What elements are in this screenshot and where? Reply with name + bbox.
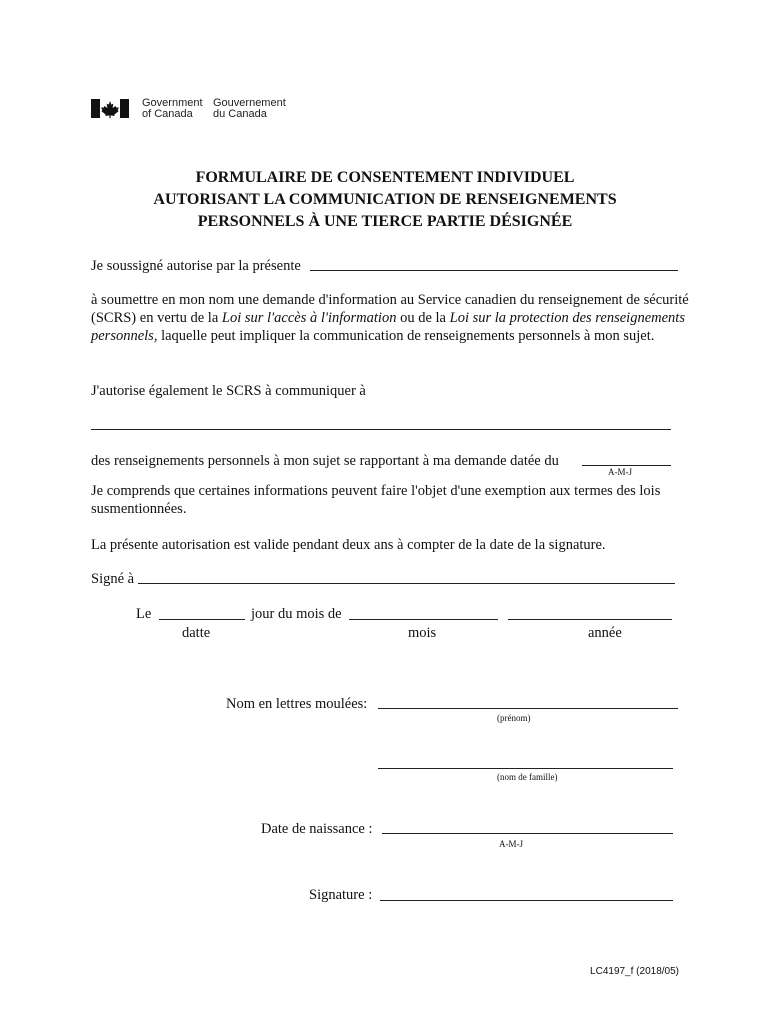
privacy-act: Loi sur la protection des renseignements personnels, — [91, 310, 685, 344]
first-name-caption: (prénom) — [497, 713, 531, 723]
request-paragraph-part2: ou de la — [396, 310, 450, 326]
government-fr-line2: du Canada — [213, 108, 267, 120]
government-fr-line1: Gouvernement — [213, 97, 286, 109]
also-authorize-label: J'autorise également le SCRS à communiquer à — [91, 383, 366, 399]
first-name-field[interactable] — [378, 708, 678, 709]
request-paragraph-part3: laquelle peut impliquer la communication de renseignements personnels à mon sujet. — [157, 328, 655, 344]
month-field[interactable] — [349, 619, 498, 620]
signature-label: Signature : — [309, 887, 373, 903]
request-dated-label: des renseignements personnels à mon sujet se rapportant à ma demande datée du — [91, 453, 559, 469]
request-paragraph-part1: à soumettre en mon nom une demande d'information au Service canadien du renseignement de sécurité (SCRS) en vertu de la — [91, 292, 689, 326]
birth-date-label: Date de naissance : — [261, 821, 373, 837]
signed-at-field[interactable] — [138, 583, 675, 584]
authorized-party-field[interactable] — [310, 270, 678, 271]
last-name-caption: (nom de famille) — [497, 772, 558, 782]
printed-name-label: Nom en lettres moulées: — [226, 696, 368, 712]
form-title-line3: PERSONNELS À UNE TIERCE PARTIE DÉSIGNÉE — [197, 213, 573, 230]
month-caption: mois — [408, 625, 437, 641]
last-name-field[interactable] — [378, 768, 673, 769]
third-party-field[interactable] — [91, 429, 671, 430]
government-en — [142, 98, 203, 120]
signature-field[interactable] — [380, 900, 673, 901]
request-date-format: A-M-J — [608, 467, 632, 477]
birth-date-format: A-M-J — [499, 839, 523, 849]
birth-date-field[interactable] — [382, 833, 673, 834]
form-title — [0, 167, 770, 233]
form-title-line1: FORMULAIRE DE CONSENTEMENT INDIVIDUEL — [195, 169, 575, 186]
request-paragraph — [91, 291, 691, 345]
request-date-field[interactable] — [582, 465, 671, 466]
day-of-month-label: jour du mois de — [251, 606, 342, 622]
authorize-label: Je soussigné autorise par la présente — [91, 258, 301, 274]
year-caption: année — [588, 625, 622, 641]
form-title-line2: AUTORISANT LA COMMUNICATION DE RENSEIGNEMENTS — [153, 191, 617, 208]
canada-flag-icon — [91, 99, 129, 118]
signed-at-label: Signé à — [91, 571, 135, 587]
government-en-line1: Government — [142, 97, 203, 109]
validity-text: La présente autorisation est valide pendant deux ans à compter de la date de la signature. — [91, 537, 606, 553]
day-caption: datte — [182, 625, 211, 641]
government-fr — [213, 98, 286, 120]
access-to-information-act: Loi sur l'accès à l'information — [221, 310, 397, 326]
government-en-line2: of Canada — [142, 108, 193, 120]
day-field[interactable] — [159, 619, 245, 620]
exemption-text: Je comprends que certaines informations peuvent faire l'objet d'une exemption aux termes des lois susmentionnées. — [91, 483, 661, 517]
year-field[interactable] — [508, 619, 672, 620]
le-label: Le — [136, 606, 152, 622]
form-code: LC4197_f (2018/05) — [590, 966, 679, 977]
